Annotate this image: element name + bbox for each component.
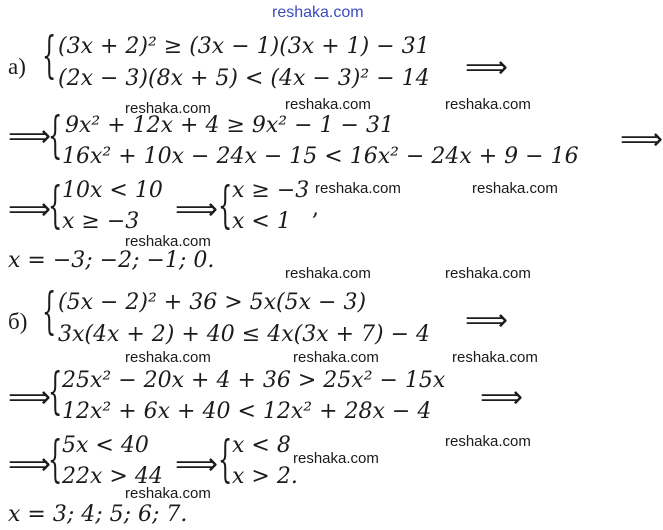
- implies-arrow: ⟹: [8, 380, 52, 415]
- implies-arrow: ⟹: [465, 50, 509, 85]
- implies-arrow: ⟹: [175, 447, 219, 482]
- b-sys1-line1: (5x − 2)² + 36 > 5x(5x − 3): [58, 290, 367, 315]
- brace-a1: {: [42, 26, 57, 84]
- watermark: reshaka.com: [125, 485, 211, 502]
- watermark: reshaka.com: [285, 265, 371, 282]
- a-sys4-line1: x ≥ −3: [232, 178, 310, 203]
- b-sys3-line1: 5x < 40: [62, 433, 149, 458]
- a-sys3-line1: 10x < 10: [62, 178, 163, 203]
- implies-arrow: ⟹: [8, 447, 52, 482]
- implies-arrow: ⟹: [465, 303, 509, 338]
- watermark: reshaka.com: [125, 100, 211, 117]
- a-sys4-line2: x < 1: [232, 209, 291, 234]
- b-sys4-line1: x < 8: [232, 433, 291, 458]
- watermark: reshaka.com: [293, 349, 379, 366]
- watermark: reshaka.com: [315, 180, 401, 197]
- b-sys2-line2: 12x² + 6x + 40 < 12x² + 28x − 4: [62, 399, 432, 424]
- implies-arrow: ⟹: [8, 119, 52, 154]
- b-sys3-line2: 22x > 44: [62, 464, 163, 489]
- brace-a4: {: [218, 176, 233, 234]
- watermark: reshaka.com: [125, 349, 211, 366]
- a-answer: x = −3; −2; −1; 0.: [8, 248, 215, 273]
- b-sys4-line2: x > 2.: [232, 464, 298, 489]
- brace-b1: {: [42, 282, 57, 340]
- watermark-top: reshaka.com: [272, 4, 364, 21]
- b-sys1-line2: 3x(4x + 2) + 40 ≤ 4x(3x + 7) − 4: [58, 322, 431, 347]
- watermark: reshaka.com: [472, 180, 558, 197]
- a-sys1-line1: (3x + 2)² ≥ (3x − 1)(3x + 1) − 31: [58, 34, 430, 59]
- part-a-label: а): [8, 54, 26, 79]
- implies-arrow: ⟹: [8, 192, 52, 227]
- a-sys2-line2: 16x² + 10x − 24x − 15 < 16x² − 24x + 9 − 16: [62, 144, 579, 169]
- brace-b2: {: [48, 362, 63, 420]
- implies-arrow: ⟹: [175, 192, 219, 227]
- a-sys1-line2: (2x − 3)(8x + 5) < (4x − 3)² − 14: [58, 66, 430, 91]
- a-sys2-line1: 9x² + 12x + 4 ≥ 9x² − 1 − 31: [65, 113, 394, 138]
- watermark: reshaka.com: [445, 433, 531, 450]
- a-comma: ,: [312, 196, 319, 221]
- watermark: reshaka.com: [125, 233, 211, 250]
- implies-arrow: ⟹: [480, 380, 524, 415]
- b-sys2-line1: 25x² − 20x + 4 + 36 > 25x² − 15x: [62, 368, 446, 393]
- brace-a2: {: [48, 106, 63, 164]
- brace-a3: {: [48, 176, 63, 234]
- b-answer: x = 3; 4; 5; 6; 7.: [8, 502, 188, 527]
- watermark: reshaka.com: [285, 96, 371, 113]
- watermark: reshaka.com: [452, 349, 538, 366]
- watermark: reshaka.com: [445, 265, 531, 282]
- implies-arrow: ⟹: [620, 122, 663, 157]
- brace-b3: {: [48, 430, 63, 488]
- a-sys3-line2: x ≥ −3: [62, 209, 140, 234]
- brace-b4: {: [218, 430, 233, 488]
- watermark: reshaka.com: [445, 96, 531, 113]
- watermark: reshaka.com: [293, 450, 379, 467]
- part-b-label: б): [8, 309, 28, 334]
